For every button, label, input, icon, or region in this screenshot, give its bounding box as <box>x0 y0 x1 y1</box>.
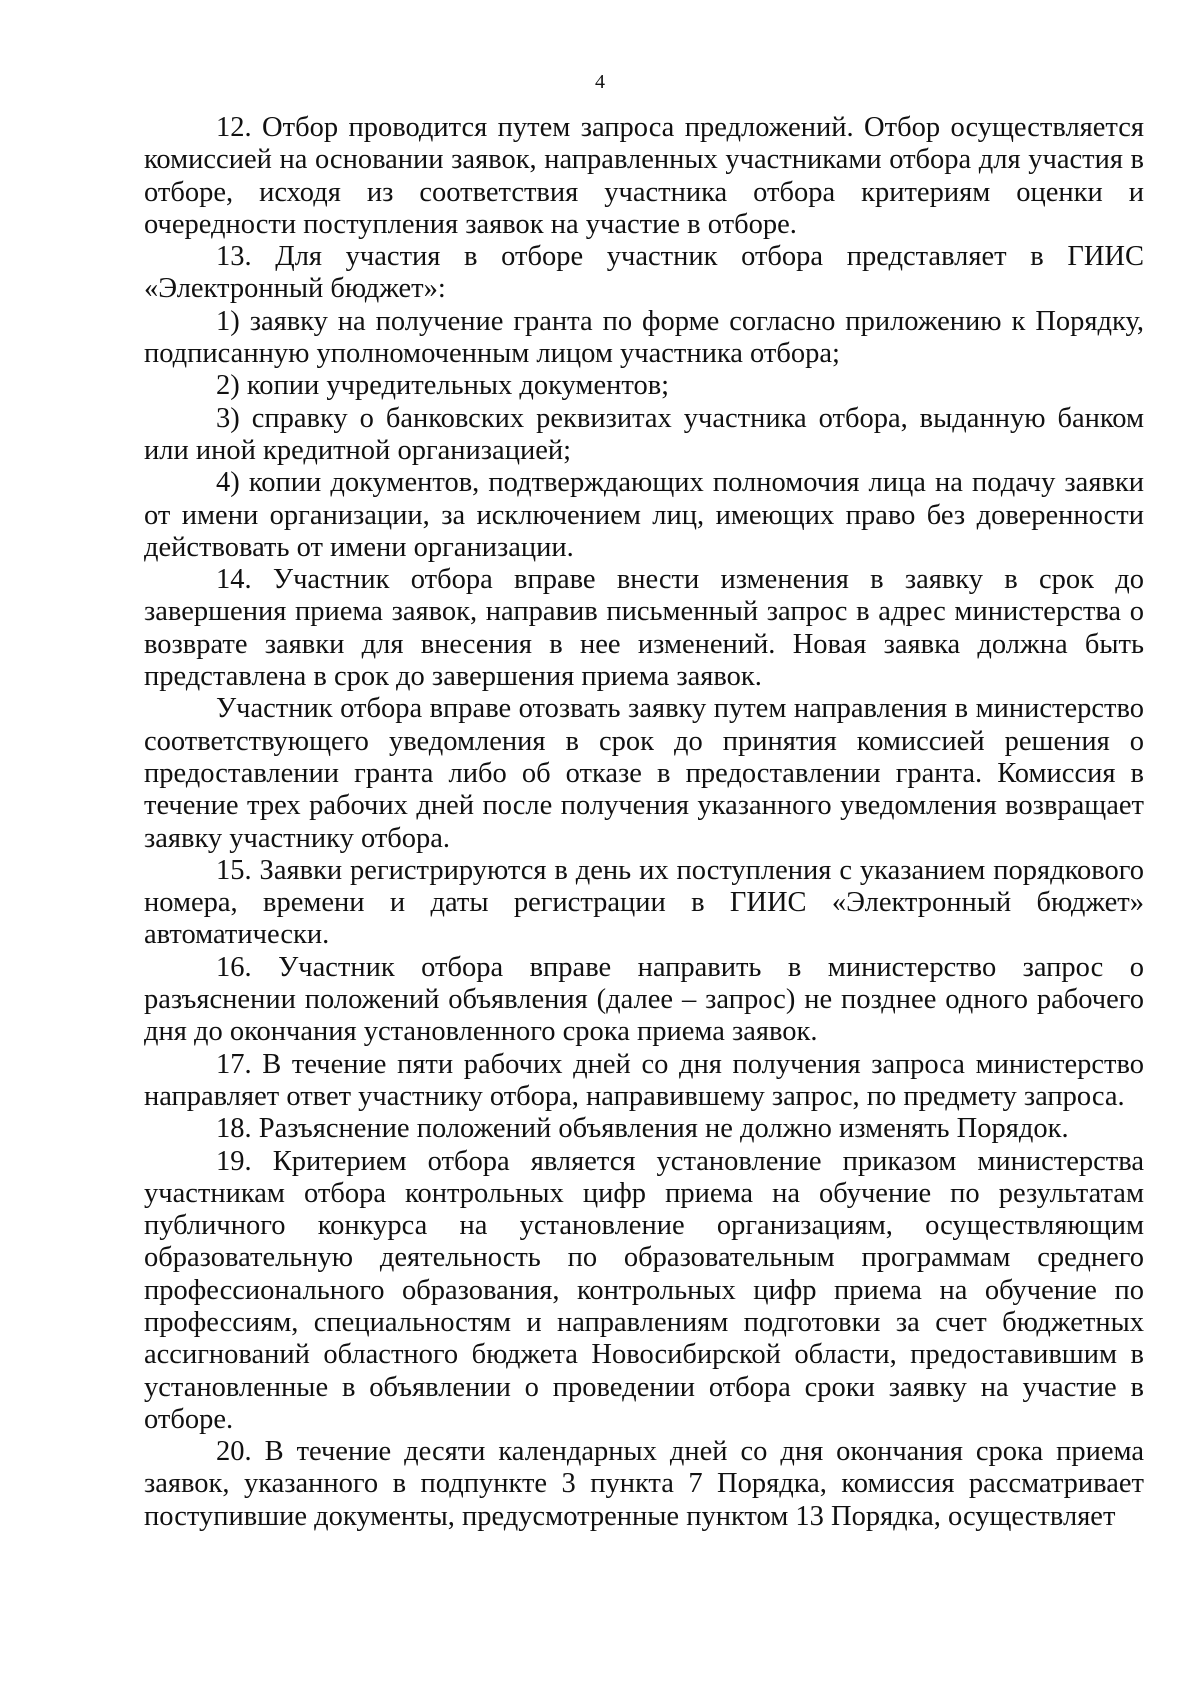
page-number: 4 <box>595 71 605 93</box>
paragraph-18: 18. Разъяснение положений объявления не должно изменять Порядок. <box>216 1113 1069 1145</box>
paragraph-13: 13. Для участия в отборе участник отбора представляет в ГИИС «Электронный бюджет»: <box>144 241 1144 305</box>
paragraph-13-item-2: 2) копии учредительных документов; <box>216 370 670 402</box>
paragraph-17: 17. В течение пяти рабочих дней со дня получения запроса министерство направляет ответ участнику отбора, направившему запрос, по предмету запроса. <box>144 1048 1144 1112</box>
paragraph-13-item-4: 4) копии документов, подтверждающих полномочия лица на подачу заявки от имени организации, за исключением лиц, имеющих право без доверенности действовать от имени организации. <box>144 467 1144 563</box>
paragraph-13-item-3: 3) справку о банковских реквизитах участника отбора, выданную банком или иной кредитной организацией; <box>144 402 1144 466</box>
paragraph-16: 16. Участник отбора вправе направить в министерство запрос о разъяснении положений объявления (далее – запрос) не позднее одного рабочего дня до окончания установленного срока приема заявок. <box>144 951 1144 1048</box>
paragraph-15: 15. Заявки регистрируются в день их поступления с указанием порядкового номера, времени и даты регистрации в ГИИС «Электронный бюджет» автоматически. <box>144 854 1144 951</box>
paragraph-20: 20. В течение десяти календарных дней со дня окончания срока приема заявок, указанного в подпункте 3 пункта 7 Порядка, комиссия рассматривает поступившие документы, предусмотренные пунктом 13 Порядка, осуществляет <box>144 1436 1144 1532</box>
paragraph-14-withdrawal: Участник отбора вправе отозвать заявку путем направления в министерство соответствующего уведомления в срок до принятия комиссией решения о предоставлении гранта либо об отказе в предоставлении гранта. Комиссия в течение трех рабочих дней после получения указанного уведомления возвращает заявку участнику отбора. <box>144 693 1144 854</box>
paragraph-13-item-1: 1) заявку на получение гранта по форме согласно приложению к Порядку, подписанную уполномоченным лицом участника отбора; <box>144 305 1144 370</box>
paragraph-12: 12. Отбор проводится путем запроса предложений. Отбор осуществляется комиссией на основании заявок, направленных участниками отбора для участия в отборе, исходя из соответствия участника отбора критериям оценки и очередности поступления заявок на участие в отборе. <box>144 112 1144 240</box>
paragraph-19: 19. Критерием отбора является установление приказом министерства участникам отбора контрольных цифр приема на обучение по результатам публичного конкурса на установление организациям, осуществляющим образовательную деятельность по образовательным программам среднего профессионального образования, контрольных цифр приема на обучение по профессиям, специальностям и направлениям подготовки за счет бюджетных ассигнований областного бюджета Новосибирской области, предоставившим в установленные в объявлении о проведении отбора сроки заявку на участие в отборе. <box>144 1145 1144 1435</box>
document-body <box>144 112 1144 1533</box>
paragraph-14: 14. Участник отбора вправе внести изменения в заявку в срок до завершения приема заявок, направив письменный запрос в адрес министерства о возврате заявки для внесения в нее изменений. Новая заявка должна быть представлена в срок до завершения приема заявок. <box>144 564 1144 693</box>
